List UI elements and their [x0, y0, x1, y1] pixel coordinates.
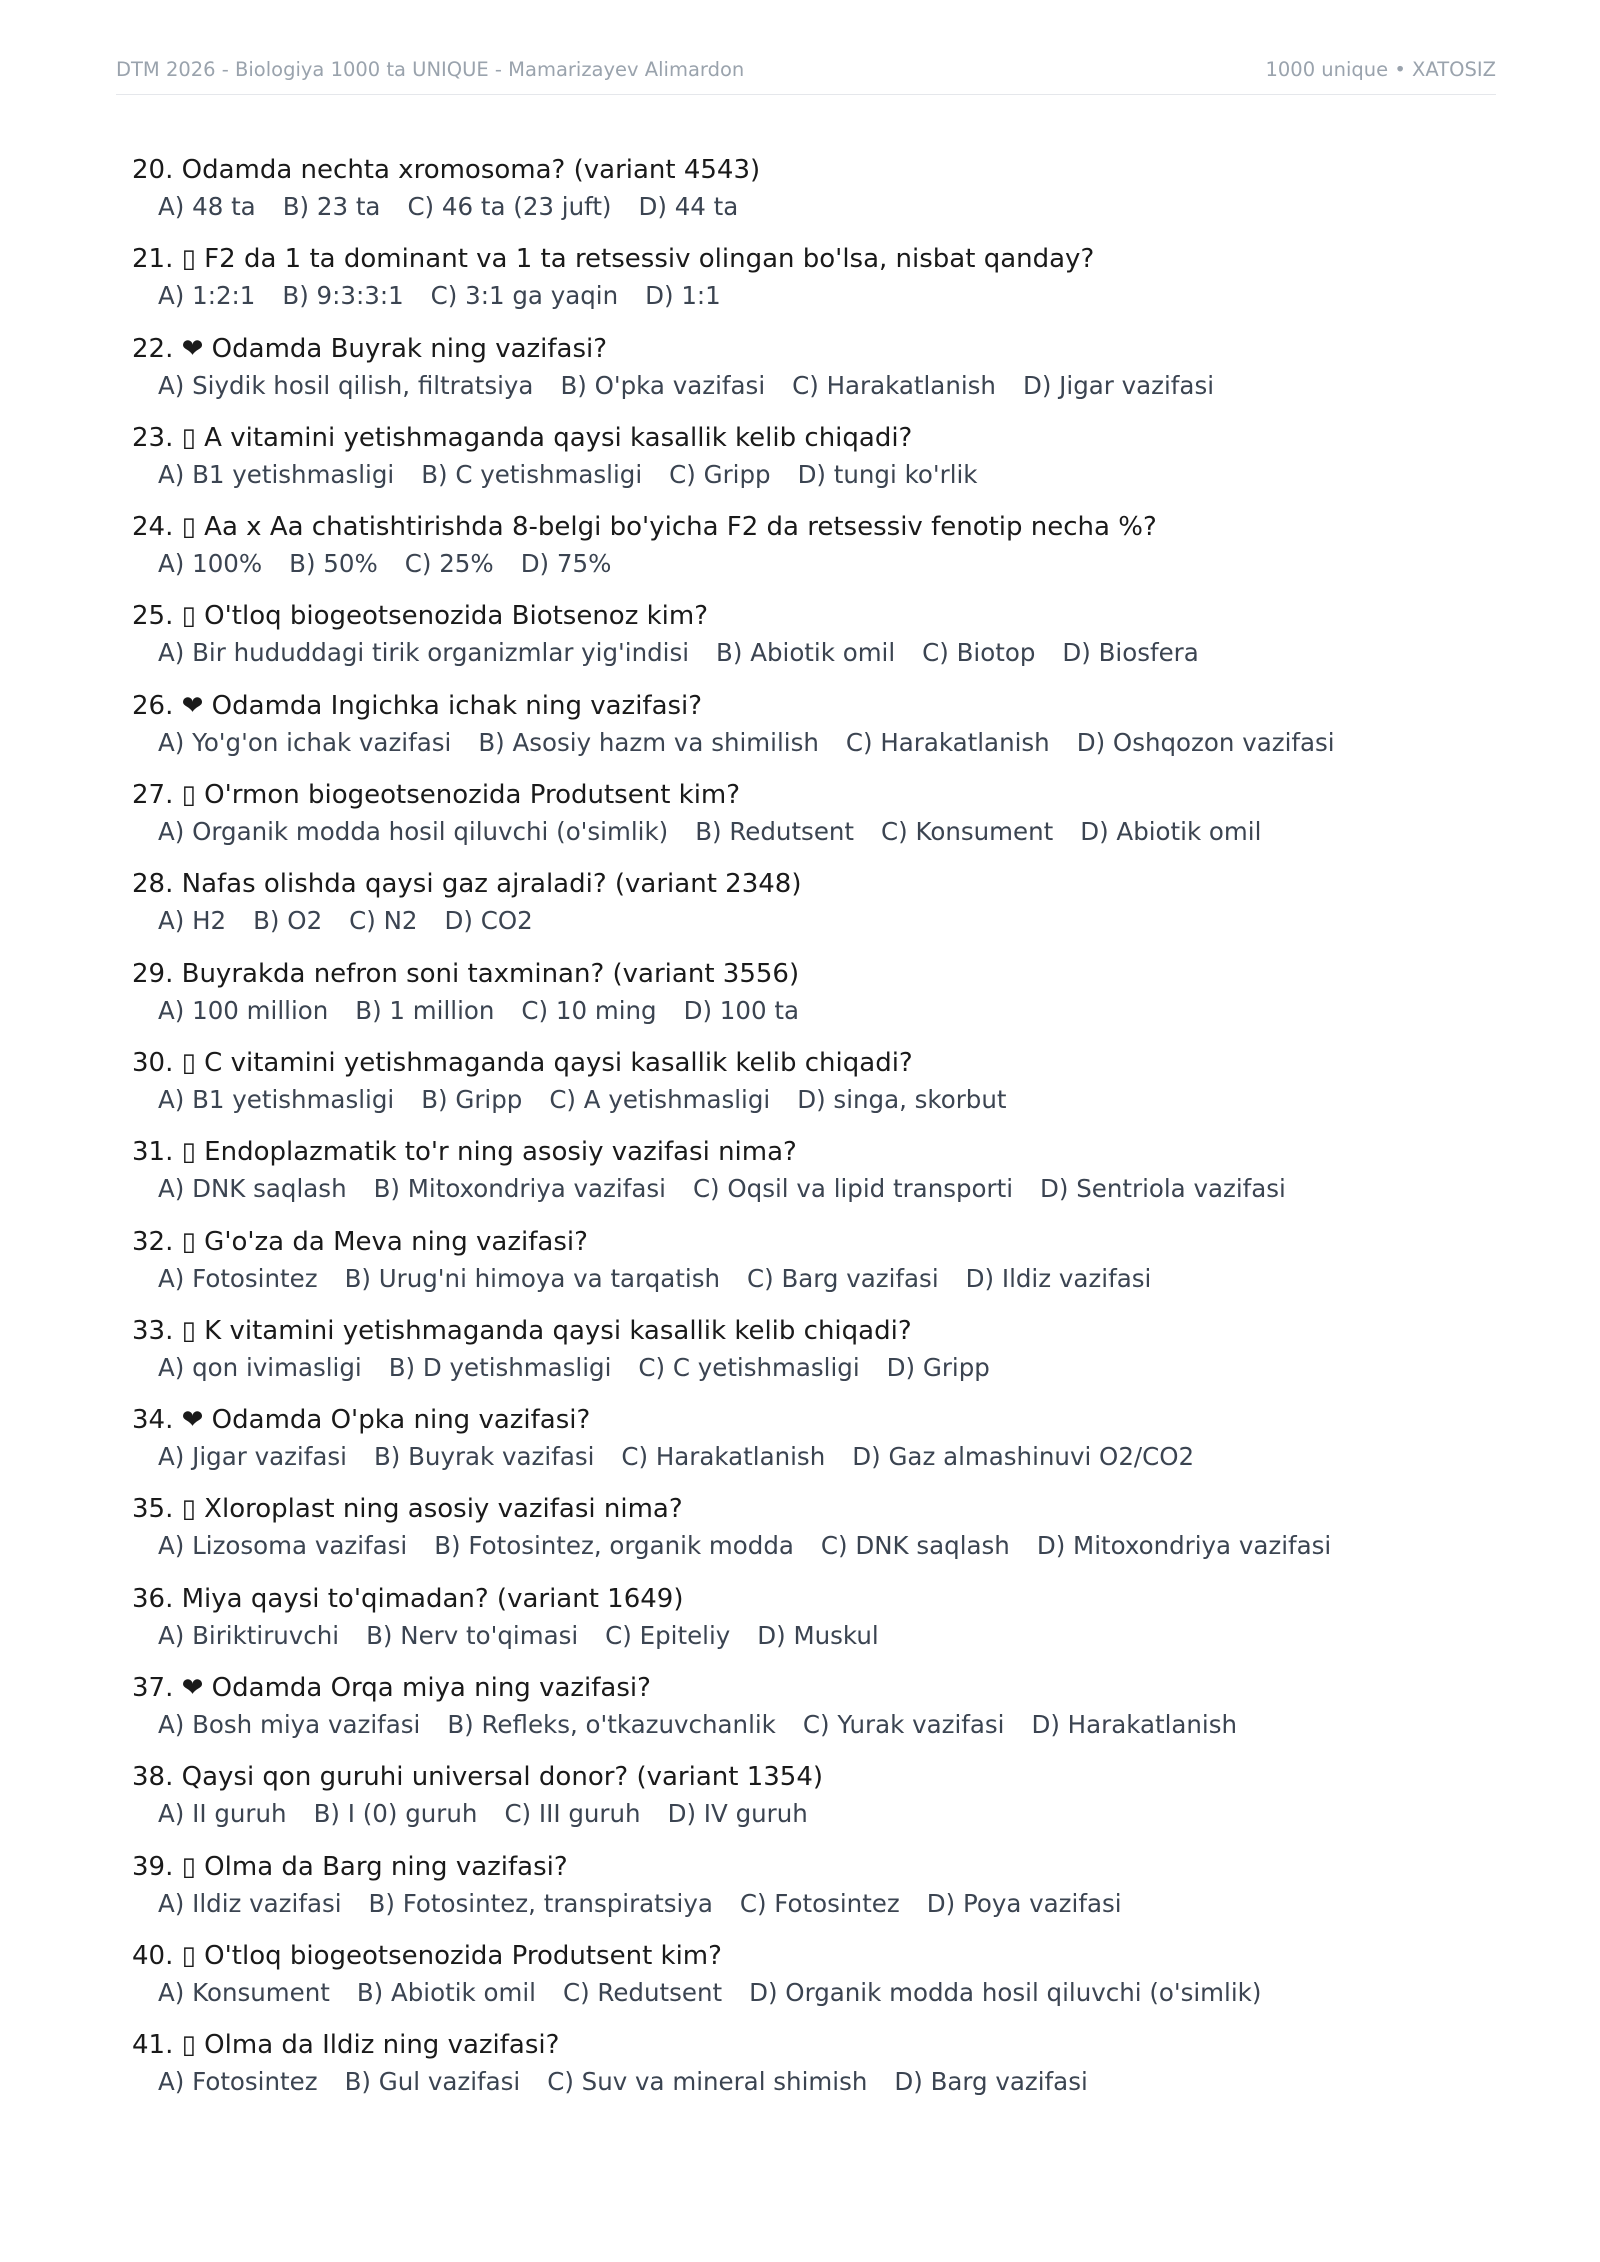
answer-option: B) Fotosintez, organik modda	[434, 1531, 794, 1561]
question-item	[132, 596, 1552, 685]
answer-option: A) Yo'g'on ichak vazifasi	[158, 727, 452, 757]
answer-option: B) Fotosintez, transpiratsiya	[368, 1888, 713, 1918]
answer-option: D) CO2	[444, 906, 533, 936]
question-text: 38. Qaysi qon guruhi universal donor? (variant 1354)	[132, 1762, 824, 1793]
answer-option: C) 25%	[404, 549, 494, 579]
answer-option: C) Biotop	[922, 638, 1036, 668]
answer-option: B) Abiotik omil	[356, 1977, 536, 2007]
answer-option: D) singa, skorbut	[797, 1084, 1007, 1114]
question-item	[132, 418, 1552, 507]
answer-option: A) Bosh miya vazifasi	[158, 1710, 421, 1740]
answer-option: D) 75%	[520, 549, 612, 579]
header-tagline: 1000 unique • XATOSIZ	[1265, 58, 1496, 81]
answer-options	[158, 1440, 1552, 1474]
answer-options	[158, 1351, 1552, 1385]
question-item	[132, 1668, 1552, 1757]
answer-option: A) Biriktiruvchi	[158, 1620, 340, 1650]
answer-options	[158, 815, 1552, 849]
answer-option: D) Sentriola vazifasi	[1040, 1174, 1286, 1204]
answer-option: A) DNK saqlash	[158, 1174, 347, 1204]
answer-option: A) 100 million	[158, 995, 329, 1025]
answer-options	[158, 1529, 1552, 1563]
question-text: 29. Buyrakda nefron soni taxminan? (variant 3556)	[132, 958, 800, 989]
question-item	[132, 329, 1552, 418]
answer-options	[158, 1619, 1552, 1653]
answer-option: C) Harakatlanish	[621, 1442, 826, 1472]
answer-option: A) Organik modda hosil qiluvchi (o'simlik)	[158, 817, 669, 847]
answer-option: B) I (0) guruh	[313, 1799, 478, 1829]
question-item	[132, 2025, 1552, 2114]
question-item	[132, 1579, 1552, 1668]
answer-option: B) Urug'ni himoya va tarqatish	[344, 1263, 720, 1293]
question-text: 32. ▯ G'o'za da Meva ning vazifasi?	[132, 1226, 588, 1257]
answer-option: D) Barg vazifasi	[894, 2067, 1088, 2097]
answer-option: D) tungi ko'rlik	[797, 459, 978, 489]
answer-option: A) II guruh	[158, 1799, 287, 1829]
question-text: 23. ▯ A vitamini yetishmaganda qaysi kasallik kelib chiqadi?	[132, 422, 913, 453]
answer-option: C) Gripp	[669, 459, 771, 489]
question-item	[132, 1132, 1552, 1221]
answer-option: B) 23 ta	[282, 192, 381, 221]
answer-option: B) Buyrak vazifasi	[373, 1442, 595, 1472]
answer-option: C) Epiteliy	[605, 1620, 731, 1650]
answer-option: B) 1 million	[355, 995, 495, 1025]
question-item	[132, 1757, 1552, 1846]
answer-option: A) 48 ta	[158, 192, 256, 221]
answer-option: D) Abiotik omil	[1080, 817, 1262, 847]
question-list	[132, 150, 1552, 2115]
answer-option: B) O2	[253, 906, 323, 936]
answer-option: B) Redutsent	[695, 817, 855, 847]
answer-option: C) Harakatlanish	[792, 370, 996, 400]
answer-option: D) 100 ta	[683, 995, 799, 1025]
question-text: 24. ▯ Aa x Aa chatishtirishda 8-belgi bo'yicha F2 da retsessiv fenotip necha %?	[132, 512, 1157, 543]
answer-option: A) Konsument	[158, 1977, 330, 2007]
answer-options	[158, 1797, 1552, 1831]
answer-option: C) Harakatlanish	[845, 727, 1050, 757]
answer-option: B) 9:3:3:1	[282, 281, 404, 311]
answer-options	[158, 2065, 1552, 2099]
answer-options	[158, 1172, 1552, 1206]
question-item	[132, 1936, 1552, 2025]
answer-option: B) Gripp	[421, 1084, 523, 1114]
question-text: 25. ▯ O'tloq biogeotsenozida Biotsenoz kim?	[132, 601, 709, 632]
page-header	[116, 58, 1496, 95]
question-text: 35. ▯ Xloroplast ning asosiy vazifasi nima?	[132, 1494, 683, 1525]
answer-option: D) Organik modda hosil qiluvchi (o'simlik)	[749, 1977, 1262, 2007]
answer-option: D) IV guruh	[667, 1799, 808, 1829]
answer-options	[158, 904, 1552, 938]
answer-option: D) Jigar vazifasi	[1022, 370, 1215, 400]
answer-option: D) Mitoxondriya vazifasi	[1036, 1531, 1332, 1561]
question-item	[132, 1311, 1552, 1400]
answer-option: D) Biosfera	[1062, 638, 1199, 668]
answer-options	[158, 279, 1552, 313]
question-item	[132, 239, 1552, 328]
answer-option: A) 100%	[158, 549, 263, 579]
answer-options	[158, 458, 1552, 492]
answer-option: B) D yetishmasligi	[388, 1352, 612, 1382]
answer-option: C) DNK saqlash	[820, 1531, 1010, 1561]
question-text: 22. ❤ Odamda Buyrak ning vazifasi?	[132, 333, 608, 364]
answer-option: C) Redutsent	[562, 1977, 723, 2007]
answer-option: C) Yurak vazifasi	[802, 1710, 1005, 1740]
answer-option: B) Asosiy hazm va shimilish	[478, 727, 819, 757]
question-text: 39. ▯ Olma da Barg ning vazifasi?	[132, 1851, 568, 1882]
answer-option: C) Fotosintez	[739, 1888, 900, 1918]
question-text: 36. Miya qaysi to'qimadan? (variant 1649)	[132, 1583, 684, 1614]
answer-option: C) 3:1 ga yaqin	[430, 281, 619, 311]
question-text: 37. ❤ Odamda Orqa miya ning vazifasi?	[132, 1673, 651, 1704]
answer-option: A) qon ivimasligi	[158, 1352, 362, 1382]
answer-options	[158, 1887, 1552, 1921]
question-item	[132, 1489, 1552, 1578]
answer-options	[158, 1262, 1552, 1296]
answer-option: D) Harakatlanish	[1031, 1710, 1238, 1740]
answer-option: A) B1 yetishmasligi	[158, 459, 395, 489]
answer-option: A) Lizosoma vazifasi	[158, 1531, 408, 1561]
answer-option: D) Oshqozon vazifasi	[1076, 727, 1335, 757]
answer-option: D) 1:1	[645, 281, 721, 311]
answer-options	[158, 547, 1552, 581]
answer-option: B) 50%	[289, 549, 378, 579]
answer-option: A) Jigar vazifasi	[158, 1442, 347, 1472]
answer-option: B) O'pka vazifasi	[560, 370, 766, 400]
answer-option: C) 10 ming	[521, 995, 657, 1025]
answer-option: A) 1:2:1	[158, 281, 256, 311]
answer-option: C) III guruh	[504, 1799, 641, 1829]
answer-option: D) Gripp	[886, 1352, 990, 1382]
answer-options	[158, 369, 1552, 403]
answer-option: C) Suv va mineral shimish	[547, 2067, 868, 2097]
answer-option: A) Fotosintez	[158, 1263, 318, 1293]
question-text: 27. ▯ O'rmon biogeotsenozida Produtsent kim?	[132, 780, 741, 811]
answer-option: D) Muskul	[757, 1620, 879, 1650]
question-text: 26. ❤ Odamda Ingichka ichak ning vazifasi?	[132, 690, 703, 721]
question-item	[132, 1222, 1552, 1311]
question-text: 41. ▯ Olma da Ildiz ning vazifasi?	[132, 2030, 560, 2061]
answer-option: C) Barg vazifasi	[746, 1263, 939, 1293]
question-text: 40. ▯ O'tloq biogeotsenozida Produtsent kim?	[132, 1940, 722, 1971]
question-item	[132, 1847, 1552, 1936]
question-text: 21. ▯ F2 da 1 ta dominant va 1 ta retsessiv olingan bo'lsa, nisbat qanday?	[132, 244, 1095, 275]
answer-options	[158, 994, 1552, 1028]
answer-option: B) Mitoxondriya vazifasi	[373, 1174, 666, 1204]
question-text: 20. Odamda nechta xromosoma? (variant 4543)	[132, 155, 761, 185]
answer-options	[158, 1083, 1552, 1117]
answer-option: A) Bir hududdagi tirik organizmlar yig'indisi	[158, 638, 690, 668]
answer-option: C) 46 ta (23 juft)	[407, 192, 612, 221]
question-item	[132, 1043, 1552, 1132]
answer-option: A) Siydik hosil qilish, filtratsiya	[158, 370, 534, 400]
answer-option: B) Gul vazifasi	[344, 2067, 521, 2097]
answer-option: A) H2	[158, 906, 227, 936]
answer-option: C) A yetishmasligi	[549, 1084, 771, 1114]
question-text: 34. ❤ Odamda O'pka ning vazifasi?	[132, 1405, 591, 1436]
answer-option: A) Ildiz vazifasi	[158, 1888, 342, 1918]
answer-option: C) Konsument	[881, 817, 1054, 847]
question-text: 31. ▯ Endoplazmatik to'r ning asosiy vazifasi nima?	[132, 1137, 797, 1168]
question-item	[132, 1400, 1552, 1489]
answer-option: B) Refleks, o'tkazuvchanlik	[447, 1710, 776, 1740]
answer-option: D) 44 ta	[638, 192, 739, 221]
answer-options	[158, 1708, 1552, 1742]
answer-option: B) Nerv to'qimasi	[366, 1620, 579, 1650]
answer-option: D) Gaz almashinuvi O2/CO2	[852, 1442, 1195, 1472]
answer-option: C) Oqsil va lipid transporti	[692, 1174, 1014, 1204]
question-text: 30. ▯ C vitamini yetishmaganda qaysi kasallik kelib chiqadi?	[132, 1047, 913, 1078]
answer-options	[158, 190, 1552, 224]
answer-option: D) Poya vazifasi	[926, 1888, 1122, 1918]
header-title: DTM 2026 - Biologiya 1000 ta UNIQUE - Mamarizayev Alimardon	[116, 58, 745, 81]
answer-option: A) B1 yetishmasligi	[158, 1084, 395, 1114]
answer-option: B) C yetishmasligi	[421, 459, 643, 489]
question-item	[132, 954, 1552, 1043]
question-text: 28. Nafas olishda qaysi gaz ajraladi? (variant 2348)	[132, 869, 802, 900]
answer-option: A) Fotosintez	[158, 2067, 318, 2097]
question-text: 33. ▯ K vitamini yetishmaganda qaysi kasallik kelib chiqadi?	[132, 1315, 912, 1346]
answer-options	[158, 1976, 1552, 2010]
question-item	[132, 150, 1552, 239]
question-item	[132, 864, 1552, 953]
answer-option: C) C yetishmasligi	[638, 1352, 860, 1382]
answer-options	[158, 636, 1552, 670]
question-item	[132, 507, 1552, 596]
answer-option: B) Abiotik omil	[716, 638, 896, 668]
answer-option: C) N2	[349, 906, 418, 936]
question-item	[132, 775, 1552, 864]
answer-options	[158, 726, 1552, 760]
answer-option: D) Ildiz vazifasi	[965, 1263, 1152, 1293]
question-item	[132, 686, 1552, 775]
